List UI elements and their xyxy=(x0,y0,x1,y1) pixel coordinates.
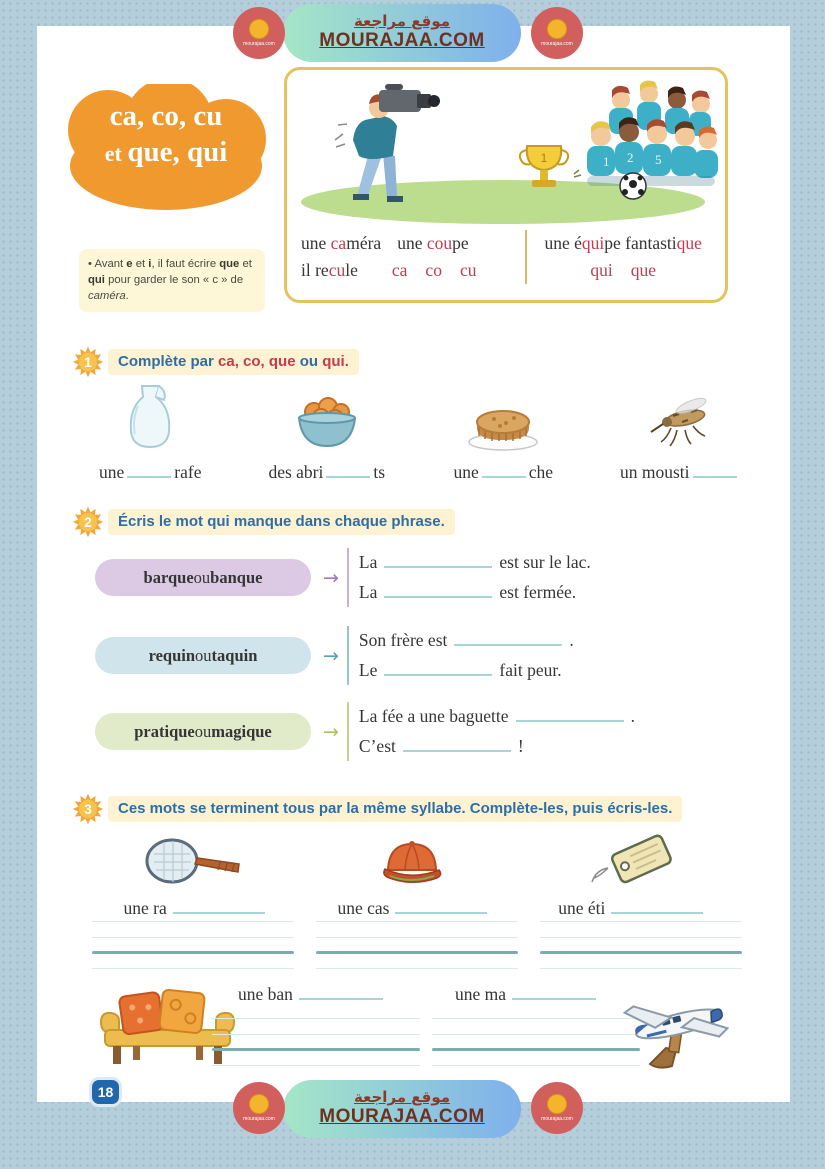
badge-caption: mourajaa.com xyxy=(243,41,275,47)
arrow-icon: → xyxy=(323,566,339,589)
answer-blank[interactable] xyxy=(326,462,370,478)
ex1-item-abricots xyxy=(239,380,416,483)
carafe-illustration xyxy=(122,382,178,452)
exercise3-heading: 3 Ces mots se terminent tous par la même syllabe. Complète-les, puis écris-les. xyxy=(72,793,682,825)
answer-blank[interactable] xyxy=(384,660,492,676)
mosquito-illustration xyxy=(645,392,715,452)
word-choice-pill: requin ou taquin xyxy=(95,637,311,674)
exercise-number-star-icon xyxy=(72,506,104,538)
writing-lines[interactable] xyxy=(212,1012,420,1070)
mourajaa-logo-badge xyxy=(233,1082,285,1134)
badge-caption: mourajaa.com xyxy=(243,1116,275,1122)
divider xyxy=(347,548,349,607)
tennis-racket-illustration xyxy=(142,834,246,890)
reference-examples: une caméra une coupe il recule ca co cu une équipe fantastique qui que xyxy=(287,228,725,290)
ex3-item-raquette xyxy=(85,828,303,919)
svg-text:2: 2 xyxy=(84,514,92,530)
svg-text:1: 1 xyxy=(603,154,610,169)
word-raquette: une ra xyxy=(124,898,265,919)
word-choice-pill: pratique ou magique xyxy=(95,713,311,750)
svg-text:5: 5 xyxy=(655,152,662,167)
label-tag-illustration xyxy=(586,830,676,890)
soccer-team-filming-illustration xyxy=(291,74,721,228)
logo-icon xyxy=(249,1094,269,1114)
sentence: Le fait peur. xyxy=(358,660,562,680)
answer-blank[interactable] xyxy=(512,984,596,1000)
exercise1-items xyxy=(62,380,768,483)
writing-lines-row xyxy=(92,915,742,973)
answer-blank[interactable] xyxy=(127,462,171,478)
sentence: Son frère est . xyxy=(358,630,574,650)
answer-blank[interactable] xyxy=(395,898,487,914)
word-quiche: une che xyxy=(453,462,554,482)
word-casquette: une cas xyxy=(337,898,487,919)
answer-blank[interactable] xyxy=(403,736,511,752)
ex3-item-etiquette xyxy=(522,828,740,919)
banner-site-link[interactable]: MOURAJAA.COM xyxy=(319,1105,485,1127)
lesson-title xyxy=(66,84,266,218)
site-banner-top[interactable] xyxy=(283,4,521,62)
word-carafe: une rafe xyxy=(99,462,202,482)
ex1-item-quiche xyxy=(415,380,592,483)
exercise3-row1 xyxy=(85,828,740,919)
banner-arabic-text: موقع مراجعة xyxy=(353,1088,451,1107)
banner-arabic-text: موقع مراجعة xyxy=(353,12,451,31)
word-moustique: un mousti xyxy=(620,462,740,483)
site-banner-bottom[interactable] xyxy=(283,1080,521,1138)
ex2-row-pratique-magique xyxy=(95,702,755,761)
answer-blank[interactable] xyxy=(611,898,703,914)
mourajaa-logo-badge xyxy=(531,1082,583,1134)
word-etiquette: une éti xyxy=(558,898,703,919)
arrow-icon: → xyxy=(323,644,339,667)
word-abricots: des abri ts xyxy=(268,462,386,482)
divider xyxy=(347,702,349,761)
page-number: 18 xyxy=(89,1077,122,1107)
exercise2-heading: 2 Écris le mot qui manque dans chaque phrase. xyxy=(72,506,455,538)
sentence: La est sur le lac. xyxy=(358,552,591,572)
sentence: La fée a une baguette . xyxy=(358,706,635,726)
writing-lines[interactable] xyxy=(432,1012,640,1070)
exercise-number-star-icon xyxy=(72,793,104,825)
apricots-bowl-illustration xyxy=(294,394,360,452)
arrow-icon: → xyxy=(323,720,339,743)
ex2-row-requin-taquin xyxy=(95,626,755,685)
soccer-ball-icon xyxy=(620,173,646,199)
writing-lines[interactable] xyxy=(92,915,294,973)
quiche-illustration xyxy=(466,400,540,452)
svg-text:3: 3 xyxy=(84,801,92,817)
writing-lines[interactable] xyxy=(316,915,518,973)
reference-box xyxy=(284,67,728,303)
svg-text:1: 1 xyxy=(84,354,92,370)
answer-blank[interactable] xyxy=(482,462,526,478)
page-title: ca, co, cu et que, qui xyxy=(104,100,228,169)
logo-icon xyxy=(249,19,269,39)
mourajaa-logo-badge xyxy=(233,7,285,59)
ex3-item-casquette xyxy=(303,828,521,919)
svg-text:1: 1 xyxy=(540,151,548,165)
answer-blank[interactable] xyxy=(516,706,624,722)
logo-icon xyxy=(547,1094,567,1114)
answer-blank[interactable] xyxy=(384,582,492,598)
answer-blank[interactable] xyxy=(173,898,265,914)
banner-site-link[interactable]: MOURAJAA.COM xyxy=(319,29,485,51)
word-banquette: une ban xyxy=(238,984,383,1005)
sentence: C’est ! xyxy=(358,736,524,756)
badge-caption: mourajaa.com xyxy=(541,41,573,47)
answer-blank[interactable] xyxy=(454,630,562,646)
soccer-team xyxy=(574,81,718,199)
answer-blank[interactable] xyxy=(693,462,737,478)
word-maquette: une ma xyxy=(455,984,596,1005)
divider xyxy=(347,626,349,685)
cap-illustration xyxy=(380,836,444,890)
divider xyxy=(525,230,527,284)
ex2-row-barque-banque xyxy=(95,548,755,607)
answer-blank[interactable] xyxy=(299,984,383,1000)
logo-icon xyxy=(547,19,567,39)
word-choice-pill: barque ou banque xyxy=(95,559,311,596)
badge-caption: mourajaa.com xyxy=(541,1116,573,1122)
sentence: La est fermée. xyxy=(358,582,577,602)
rule-note: • Avant e et i, il faut écrire que et qui pour garder le son « c » de caméra. xyxy=(79,249,265,312)
mourajaa-logo-badge xyxy=(531,7,583,59)
model-plane-illustration xyxy=(614,980,742,1077)
exercise-number-star-icon xyxy=(72,346,104,378)
svg-text:2: 2 xyxy=(627,150,634,165)
exercise1-heading: 1 Complète par ca, co, que ou qui. xyxy=(72,346,359,378)
ex1-item-carafe xyxy=(62,380,239,483)
answer-blank[interactable] xyxy=(384,552,492,568)
writing-lines[interactable] xyxy=(540,915,742,973)
ex1-item-moustique xyxy=(592,380,769,483)
